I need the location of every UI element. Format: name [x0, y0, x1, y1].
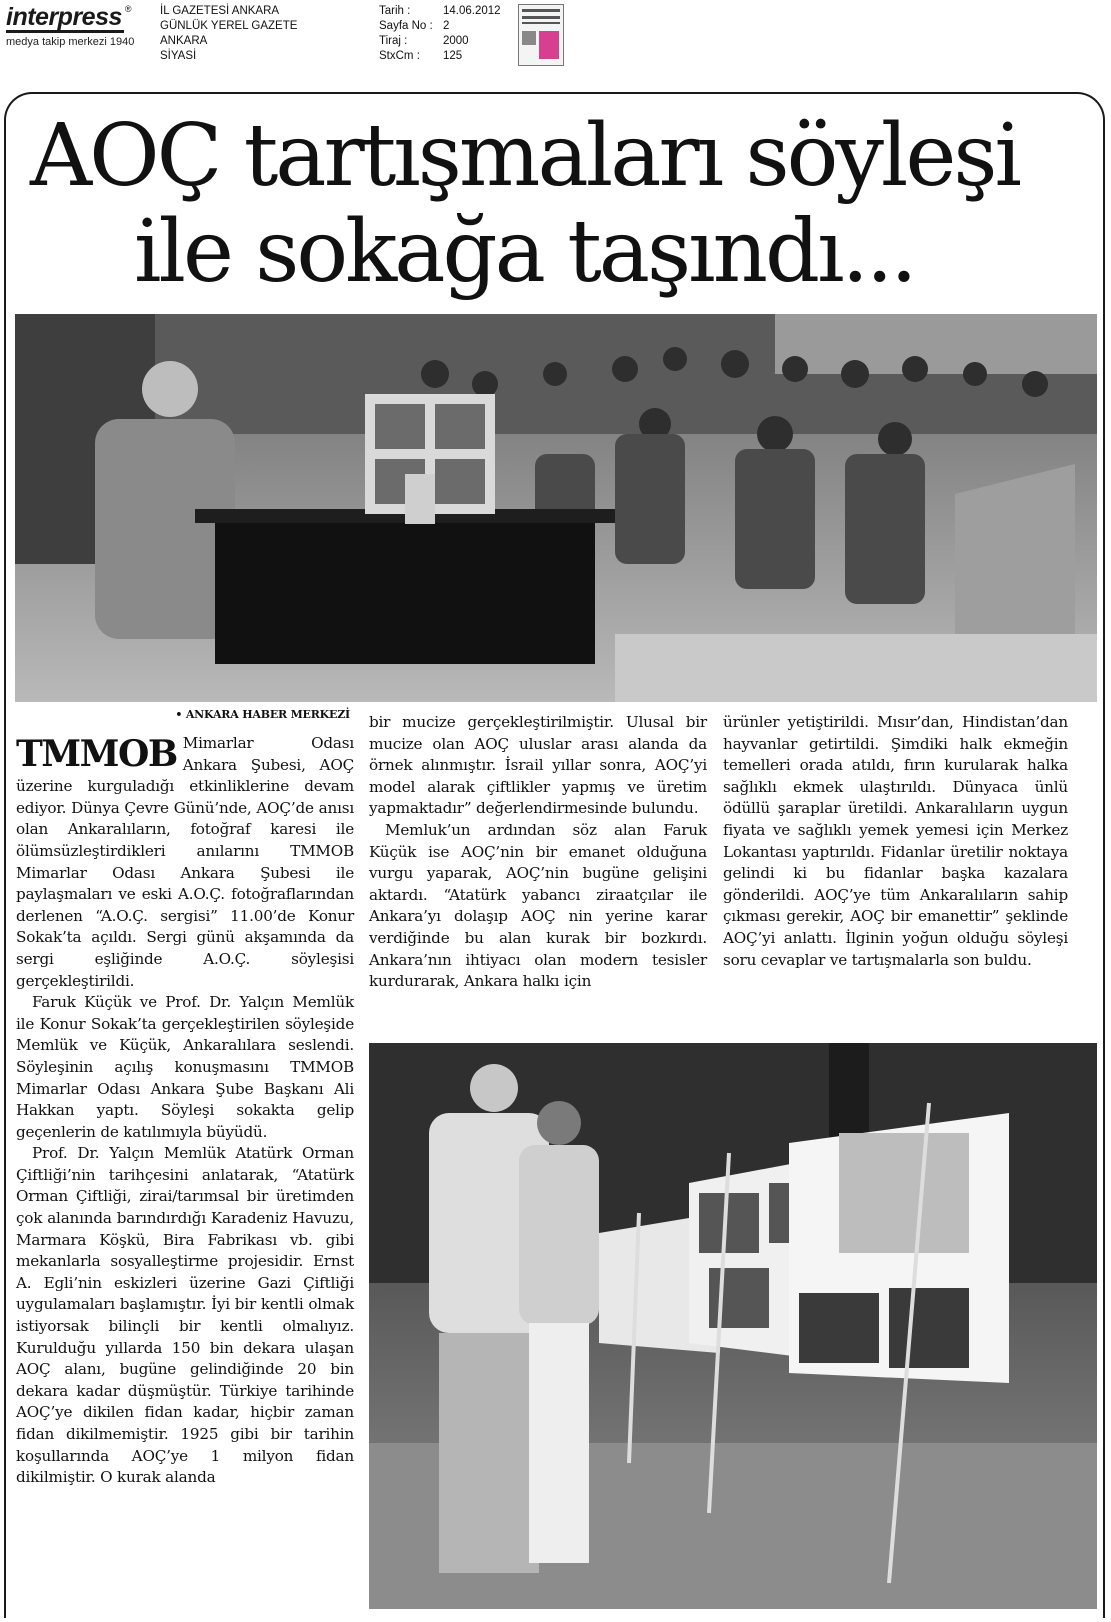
meta-row-page: [379, 19, 501, 34]
meta-row-circulation: [379, 34, 501, 49]
byline: • ANKARA HABER MERKEZİ: [175, 708, 350, 721]
paragraph: bir mucize gerçekleştirilmiştir. Ulusal bir mucize olan AOÇ uluslar arası alanda da örnek alınmıştır. İsrail yıllar sonra, AOÇ’yi model alarak çiftlikler yapmış ve üretim yapmaktadır” değerlendirmesinde bulundu.: [369, 713, 707, 818]
meta-value: 2000: [443, 35, 469, 47]
exhibition-photo-illustration: [369, 1043, 1097, 1609]
thumb-ad: [539, 31, 559, 59]
paragraph: Prof. Dr. Yalçın Memlük Atatürk Orman Çiftliği’nin tarihçesini anlatarak, “Atatürk Orman Çiftliği, zirai/tarımsal bir üretimden çok alanında barındırdığı Karadeniz Havuzu, Marmara Köşkü, Bira Fabrikası vb. gibi mekanlarla sosyalleştirme projesidir. Ernst A. Egli’nin eskizleri üzerine Gazi Çiftliği uygulamaları başlamıştır. İyi bir kentli olmak istiyorsak bilinçli bir kentli olmalıyız. Kurulduğu yıllarda 150 bin dekara ulaşan AOÇ alanı, bugüne gelindiğinde 20 bin dekara kadar düşmüştür. Türkiye tarihinde AOÇ’ye dikilen fidan kadar, hiçbir zaman fidan dikilmemiştir. 1925 gibi bir tarihin koşullarında AOÇ’ye 1 milyon fidan dikilmiştir. O kurak alanda: [16, 1144, 354, 1487]
meta-label: StxCm :: [379, 50, 420, 62]
article-column-3: [723, 712, 1068, 1032]
paragraph: Memluk’un ardından söz alan Faruk Küçük ise AOÇ’nin bir emanet olduğuna vurgu yaparak, AOÇ’nin bugüne gelişini aktardı. “Atatürk yabancı ziraatçılar ile Ankara’yı dolaşıp AOÇ nin yerine karar verdiğinde bu alan kurak bir bozkırdı. Ankara’nın ihtiyacı olan modern tesisler kurdurarak, Ankara halkı için: [369, 820, 707, 991]
publication-city: ANKARA: [160, 35, 208, 47]
meta-row-date: [379, 4, 501, 19]
page-thumbnail: [518, 4, 564, 66]
headline-line-1: AOÇ tartışmaları söyleşi: [30, 106, 1019, 206]
article-headline: [10, 108, 1100, 300]
exhibition-photo: [369, 1043, 1097, 1609]
paragraph: Faruk Küçük ve Prof. Dr. Yalçın Memlük ile Konur Sokak’ta gerçekleştirilen söyleşide Memlük ve Küçük, Ankaralılara seslendi. Söyleşinin açılış konuşmasını TMMOB Mimarlar Odası Ankara Şube Başkanı Ali Hakkan yaptı. Söyleşi sokakta gelip geçenlerin de katılımıyla büyüdü.: [16, 993, 354, 1141]
headline-line-2: ile sokağa taşındı...: [134, 202, 915, 302]
clipping-meta: [379, 4, 501, 64]
logo-word: interpress: [6, 3, 122, 31]
publication-type: GÜNLÜK YEREL GAZETE: [160, 20, 298, 32]
meta-value: 14.06.2012: [443, 5, 501, 17]
dropcap: TMMOB: [16, 733, 177, 775]
publication-name: İL GAZETESİ ANKARA: [160, 5, 280, 17]
thumb-line: [522, 16, 560, 19]
article-column-2: [369, 712, 707, 1032]
paragraph: ürünler yetiştirildi. Mısır’dan, Hindistan’dan hayvanlar getirtildi. Şimdiki halk ekmeğin temelleri orada atıldı, fırın kurularak halka sağlıklı ekmek ulaştırıldı. Dünyaca ünlü ödüllü şaraplar üretildi. Ankaralıların uygun fiyata ve sağlıklı yemek yemesi için Merkez Lokantası yaptırıldı. Fidanlar üretilir noktaya gelindi ki bu fidanlar başka kazalara gönderildi. AOÇ’ye tüm Ankaralıların sahip çıkması gerekir, AOÇ bir emanettir” şeklinde AOÇ’yi anlattı. İlginin yoğun olduğu söyleşi soru cevaplar ve tartışmalarla son buldu.: [723, 713, 1068, 969]
publication-info: [160, 4, 297, 64]
interpress-logo: [6, 4, 134, 48]
logo-subtitle: medya takip merkezi 1940: [6, 36, 135, 48]
meta-label: Tiraj :: [379, 35, 408, 47]
article-column-1: [16, 733, 354, 1613]
paragraph: [16, 733, 354, 992]
seminar-photo: [15, 314, 1097, 702]
meta-label: Tarih :: [379, 5, 411, 17]
thumb-line: [522, 22, 560, 24]
paragraph-text: Mimarlar Odası Ankara Şubesi, AOÇ üzerine kurguladığı etkinliklerine devam ediyor. Dünya Çevre Günü’nde, AOÇ’de anısı olan Ankaralıların, fotoğraf karesi ile ölümsüzleştirdikleri anılarını TMMOB Mimarlar Odası Ankara Şubesi ile paylaşmaları ve eski A.O.Ç. fotoğraflarından derlenen “A.O.Ç. sergisi” 11.00’de Konur Sokak’ta açıldı. Sergi günü akşamında da sergi eşliğinde A.O.Ç. söyleşisi gerçekleştirildi.: [16, 734, 354, 990]
thumb-image: [522, 31, 536, 45]
publication-category: SİYASİ: [160, 50, 197, 62]
clipping-header: [0, 0, 1111, 80]
logo-registered-mark: ®: [124, 4, 132, 14]
meta-value: 2: [443, 20, 450, 32]
meta-label: Sayfa No :: [379, 20, 433, 32]
meta-value: 125: [443, 50, 463, 62]
thumb-masthead: [522, 9, 560, 12]
meta-row-stxcm: [379, 49, 501, 64]
seminar-photo-illustration: [15, 314, 1097, 702]
